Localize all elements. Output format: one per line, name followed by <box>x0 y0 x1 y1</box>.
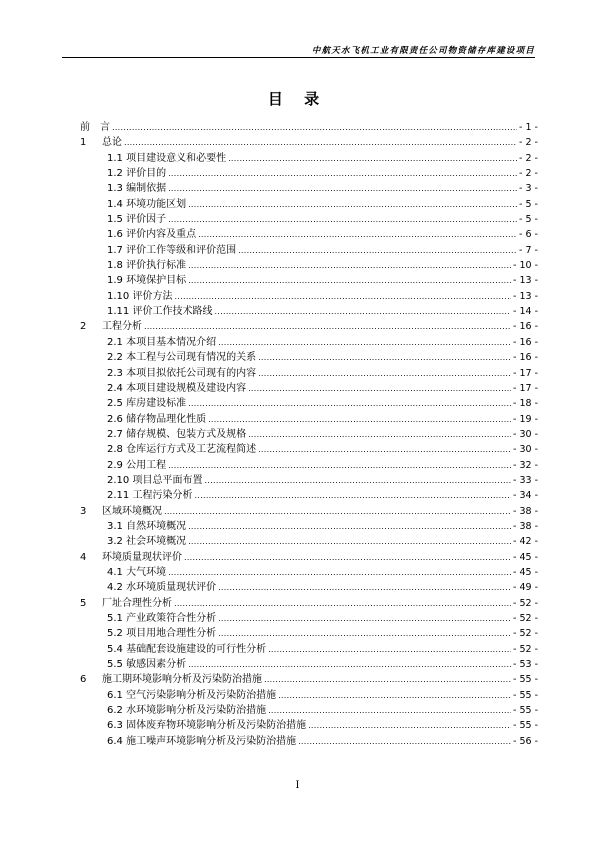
toc-entry-title: 2.4 本项目建设规模及建设内容 <box>107 382 247 394</box>
toc-entry-page: - 38 - <box>513 520 538 532</box>
toc-entry-title: 2.7 储存规模、包装方式及规格 <box>107 428 247 440</box>
toc-dot-leader <box>308 718 511 733</box>
toc-entry-page: - 34 - <box>513 490 538 502</box>
toc-entry-number: 1 <box>80 137 87 149</box>
toc-dot-leader <box>188 273 511 288</box>
toc-dot-leader <box>188 519 511 534</box>
toc-entry-page: - 10 - <box>513 260 538 272</box>
toc-entry-title: 区域环境概况 <box>102 505 162 517</box>
toc-section-entry[interactable] <box>80 166 538 181</box>
toc-dot-leader <box>238 243 517 258</box>
toc-dot-leader <box>218 626 511 641</box>
toc-entry-page: - 2 - <box>519 152 538 164</box>
toc-entry-title: 6.3 固体废弃物环境影响分析及污染防治措施 <box>107 720 307 732</box>
toc-entry-title: 1.4 环境功能区划 <box>107 198 187 210</box>
toc-entry-page: - 16 - <box>513 336 538 348</box>
toc-entry-title: 环境质量现状评价 <box>102 551 182 563</box>
toc-entry-title: 工程分析 <box>102 321 142 333</box>
toc-entry-title: 1.5 评价因子 <box>107 214 167 226</box>
toc-dot-leader <box>218 611 511 626</box>
toc-section-entry[interactable] <box>80 657 538 672</box>
toc-dot-leader <box>168 181 517 196</box>
toc-section-entry[interactable] <box>80 688 538 703</box>
toc-section-entry[interactable] <box>80 718 538 733</box>
toc-entry-page: - 2 - <box>519 168 538 180</box>
toc-entry-title: 厂址合理性分析 <box>102 597 172 609</box>
toc-entry-title: 6.4 施工噪声环境影响分析及污染防治措施 <box>107 735 297 747</box>
toc-dot-leader <box>194 488 511 503</box>
toc-entry-page: - 30 - <box>513 428 538 440</box>
table-of-contents <box>80 120 538 749</box>
toc-section-entry[interactable] <box>80 304 538 319</box>
toc-dot-leader <box>188 258 511 273</box>
toc-dot-leader <box>248 381 511 396</box>
toc-entry-page: - 5 - <box>519 214 538 226</box>
toc-entry-page: - 42 - <box>513 536 538 548</box>
toc-dot-leader <box>174 289 511 304</box>
toc-entry-number: 3 <box>80 505 87 517</box>
toc-dot-leader <box>248 427 511 442</box>
toc-section-entry[interactable] <box>80 580 538 595</box>
toc-chapter-entry[interactable] <box>80 120 538 135</box>
toc-entry-page: - 16 - <box>513 352 538 364</box>
toc-entry-page: - 52 - <box>513 597 538 609</box>
toc-entry-title: 5.1 产业政策符合性分析 <box>107 613 217 624</box>
toc-section-entry[interactable] <box>80 703 538 718</box>
toc-entry-page: - 38 - <box>513 505 538 517</box>
toc-dot-leader <box>184 550 511 565</box>
toc-entry-page: - 55 - <box>513 705 538 717</box>
toc-entry-title: 6.1 空气污染影响分析及污染防治措施 <box>107 689 277 701</box>
toc-dot-leader <box>124 135 517 150</box>
toc-entry-page: - 19 - <box>513 413 538 425</box>
toc-section-entry[interactable] <box>80 626 538 641</box>
toc-dot-leader <box>228 151 517 166</box>
toc-dot-leader <box>168 166 517 181</box>
toc-entry-title: 5.5 敏感因素分析 <box>107 659 187 671</box>
toc-entry-title: 1.2 评价目的 <box>107 168 167 180</box>
page-number: I <box>295 780 300 791</box>
header-rule <box>62 57 535 58</box>
toc-entry-title: 2.6 储存物品理化性质 <box>107 413 207 425</box>
toc-dot-leader <box>168 458 511 473</box>
toc-entry-title: 4.1 大气环境 <box>107 566 167 578</box>
toc-entry-title: 1.11 评价工作技术路线 <box>107 306 213 318</box>
toc-section-entry[interactable] <box>80 519 538 534</box>
toc-entry-page: - 3 - <box>519 183 538 195</box>
toc-entry-title: 1.1 项目建设意义和必要性 <box>107 152 227 164</box>
toc-entry-title: 2.3 本项目拟依托公司现有的内容 <box>107 367 257 379</box>
toc-section-entry[interactable] <box>80 488 538 503</box>
toc-entry-title: 2.10 项目总平面布置 <box>107 474 203 486</box>
toc-entry-title: 1.7 评价工作等级和评价范围 <box>107 244 237 256</box>
toc-dot-leader <box>218 335 511 350</box>
toc-entry-title: 2.5 库房建设标准 <box>107 398 187 410</box>
toc-entry-title: 2.1 本项目基本情况介绍 <box>107 336 217 348</box>
toc-dot-leader <box>188 657 511 672</box>
toc-section-entry[interactable] <box>80 366 538 381</box>
toc-section-entry[interactable] <box>80 473 538 488</box>
toc-entry-page: - 49 - <box>513 582 538 594</box>
toc-section-entry[interactable] <box>80 396 538 411</box>
toc-entry-number: 2 <box>80 321 87 333</box>
toc-section-entry[interactable] <box>80 611 538 626</box>
toc-dot-leader <box>188 534 511 549</box>
toc-entry-page: - 6 - <box>519 229 538 241</box>
toc-dot-leader <box>258 366 511 381</box>
toc-dot-leader <box>258 442 511 457</box>
toc-dot-leader <box>168 565 511 580</box>
toc-entry-page: - 14 - <box>513 306 538 318</box>
toc-entry-page: - 45 - <box>513 551 538 563</box>
toc-entry-page: - 32 - <box>513 459 538 471</box>
toc-section-entry[interactable] <box>80 212 538 227</box>
toc-entry-page: - 52 - <box>513 628 538 640</box>
toc-dot-leader <box>214 304 511 319</box>
toc-entry-page: - 53 - <box>513 659 538 671</box>
toc-title: 目 录 <box>267 90 328 108</box>
toc-chapter-entry[interactable] <box>80 319 538 334</box>
toc-section-entry[interactable] <box>80 381 538 396</box>
toc-dot-leader <box>174 596 511 611</box>
toc-entry-page: - 33 - <box>513 474 538 486</box>
toc-entry-page: - 7 - <box>519 244 538 256</box>
toc-dot-leader <box>268 703 511 718</box>
toc-entry-title: 总论 <box>102 137 122 149</box>
toc-entry-page: - 17 - <box>513 382 538 394</box>
toc-entry-title: 2.9 公用工程 <box>107 459 167 471</box>
toc-entry-page: - 2 - <box>519 137 538 149</box>
toc-entry-page: - 52 - <box>513 613 538 624</box>
toc-entry-page: - 30 - <box>513 444 538 456</box>
toc-entry-title: 1.8 评价执行标准 <box>107 260 187 272</box>
toc-entry-title: 3.1 自然环境概况 <box>107 520 187 532</box>
toc-section-entry[interactable] <box>80 734 538 749</box>
toc-entry-page: - 16 - <box>513 321 538 333</box>
toc-entry-title: 1.10 评价方法 <box>107 290 173 302</box>
toc-dot-leader <box>164 504 511 519</box>
toc-entry-page: - 5 - <box>519 198 538 210</box>
toc-entry-page: - 55 - <box>513 720 538 732</box>
toc-dot-leader <box>258 350 511 365</box>
toc-chapter-entry[interactable] <box>80 672 538 687</box>
toc-entry-title: 6.2 水环境影响分析及污染防治措施 <box>107 705 267 717</box>
toc-entry-page: - 13 - <box>513 275 538 287</box>
toc-section-entry[interactable] <box>80 243 538 258</box>
toc-dot-leader <box>188 396 511 411</box>
toc-entry-number: 前 言 <box>80 122 110 133</box>
toc-section-entry[interactable] <box>80 181 538 196</box>
toc-section-entry[interactable] <box>80 412 538 427</box>
toc-entry-number: 5 <box>80 597 87 609</box>
toc-section-entry[interactable] <box>80 273 538 288</box>
toc-entry-title: 2.8 仓库运行方式及工艺流程简述 <box>107 444 257 456</box>
toc-entry-title: 4.2 水环境质量现状评价 <box>107 582 217 594</box>
toc-section-entry[interactable] <box>80 197 538 212</box>
toc-entry-page: - 18 - <box>513 398 538 410</box>
toc-section-entry[interactable] <box>80 534 538 549</box>
toc-chapter-entry[interactable] <box>80 135 538 150</box>
toc-dot-leader <box>188 197 517 212</box>
toc-entry-title: 5.2 项目用地合理性分析 <box>107 628 217 640</box>
toc-entry-title: 1.3 编制依据 <box>107 183 167 195</box>
toc-entry-page: - 55 - <box>513 674 538 686</box>
toc-section-entry[interactable] <box>80 458 538 473</box>
toc-section-entry[interactable] <box>80 151 538 166</box>
toc-section-entry[interactable] <box>80 442 538 457</box>
toc-entry-title: 1.9 环境保护目标 <box>107 275 187 287</box>
toc-entry-page: - 56 - <box>513 735 538 747</box>
toc-dot-leader <box>268 642 511 657</box>
toc-entry-title: 3.2 社会环境概况 <box>107 536 187 548</box>
toc-dot-leader <box>144 319 511 334</box>
toc-dot-leader <box>218 580 511 595</box>
toc-entry-number: 4 <box>80 551 87 563</box>
toc-section-entry[interactable] <box>80 258 538 273</box>
toc-dot-leader <box>264 672 511 687</box>
toc-entry-title: 施工期环境影响分析及污染防治措施 <box>102 674 262 686</box>
toc-entry-page: - 13 - <box>513 290 538 302</box>
toc-entry-page: - 52 - <box>513 643 538 655</box>
toc-entry-title: 2.2 本工程与公司现有情况的关系 <box>107 352 257 364</box>
toc-entry-page: - 45 - <box>513 566 538 578</box>
toc-entry-title: 2.11 工程污染分析 <box>107 490 193 502</box>
toc-dot-leader <box>168 212 517 227</box>
toc-entry-title: 5.4 基础配套设施建设的可行性分析 <box>107 643 267 655</box>
toc-dot-leader <box>198 227 517 242</box>
toc-entry-title: 1.6 评价内容及重点 <box>107 229 197 241</box>
toc-chapter-entry[interactable] <box>80 504 538 519</box>
toc-entry-page: - 55 - <box>513 689 538 701</box>
toc-entry-page: - 17 - <box>513 367 538 379</box>
toc-entry-number: 6 <box>80 674 87 686</box>
toc-section-entry[interactable] <box>80 350 538 365</box>
document-header: 中航天水飞机工业有限责任公司物资储存库建设项目 <box>311 46 535 56</box>
toc-section-entry[interactable] <box>80 642 538 657</box>
toc-section-entry[interactable] <box>80 227 538 242</box>
toc-dot-leader <box>278 688 511 703</box>
toc-section-entry[interactable] <box>80 335 538 350</box>
toc-dot-leader <box>208 412 511 427</box>
toc-section-entry[interactable] <box>80 427 538 442</box>
toc-chapter-entry[interactable] <box>80 596 538 611</box>
toc-section-entry[interactable] <box>80 565 538 580</box>
toc-section-entry[interactable] <box>80 289 538 304</box>
toc-dot-leader <box>204 473 511 488</box>
toc-chapter-entry[interactable] <box>80 550 538 565</box>
toc-entry-page: - 1 - <box>519 122 538 133</box>
toc-dot-leader <box>298 734 511 749</box>
toc-dot-leader <box>112 120 517 135</box>
